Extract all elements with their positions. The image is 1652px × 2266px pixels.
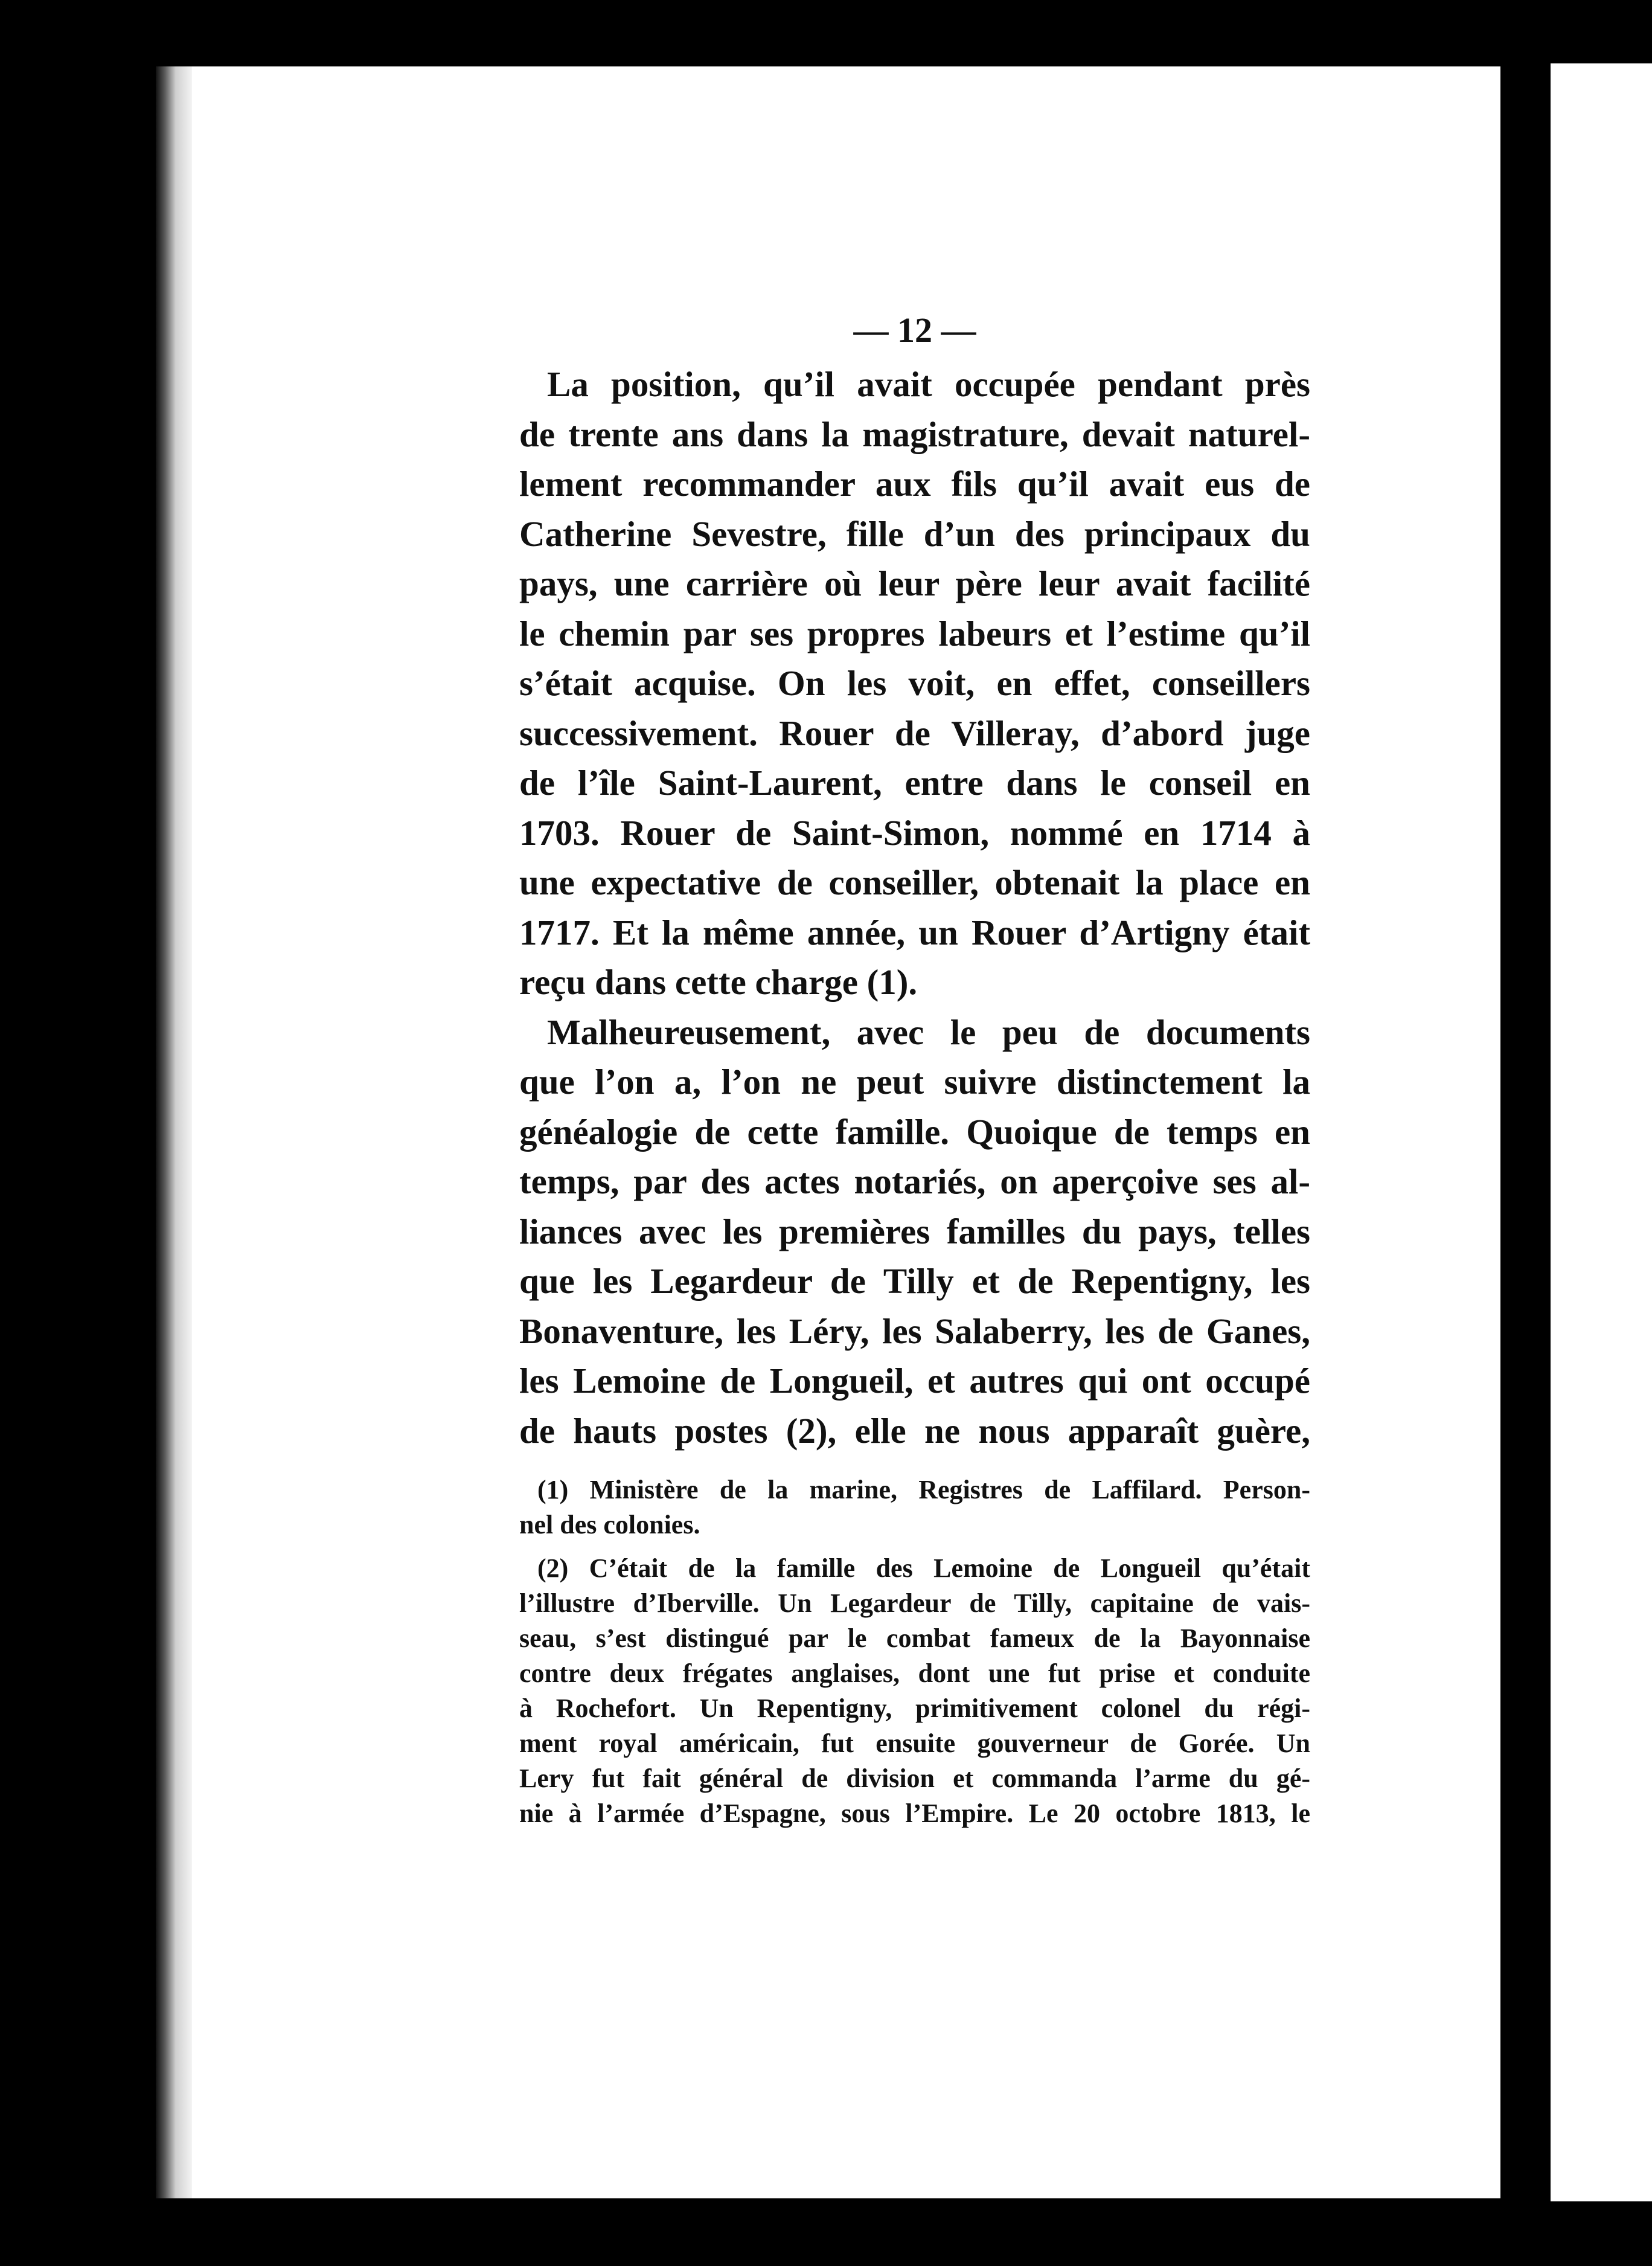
footnote-1-line: nel des colonies. — [519, 1510, 700, 1539]
body-line: pays, une carrière où leur père leur avait facilité — [519, 563, 1310, 603]
body-line: 1717. Et la même année, un Rouer d’Artigny était — [519, 912, 1310, 952]
adjacent-page-edge — [1551, 63, 1652, 2201]
body-line: Catherine Sevestre, fille d’un des principaux du — [519, 513, 1310, 554]
body-line: généalogie de cette famille. Quoique de temps en — [519, 1111, 1310, 1152]
binding-shadow — [156, 66, 192, 2198]
footnote-2-line: ment royal américain, fut ensuite gouverneur de Gorée. Un — [519, 1728, 1310, 1758]
footnote-2-line: (2) C’était de la famille des Lemoine de Longueil qu’était — [537, 1553, 1310, 1583]
body-line: de trente ans dans la magistrature, devait naturel- — [519, 414, 1310, 454]
body-line: lement recommander aux fils qu’il avait eus de — [519, 464, 1310, 504]
page-number: — 12 — — [853, 310, 976, 350]
body-line: liances avec les premières familles du pays, telles — [519, 1211, 1310, 1251]
body-line: temps, par des actes notariés, on aperçoive ses al- — [519, 1161, 1310, 1201]
body-line: de l’île Saint-Laurent, entre dans le conseil en — [519, 763, 1310, 803]
body-text — [519, 359, 1310, 1456]
body-line: Bonaventure, les Léry, les Salaberry, les de Ganes, — [519, 1311, 1310, 1351]
footnote-2-line: à Rochefort. Un Repentigny, primitivement colonel du régi- — [519, 1693, 1310, 1723]
body-line: le chemin par ses propres labeurs et l’estime qu’il — [519, 613, 1310, 653]
body-line: une expectative de conseiller, obtenait la place en — [519, 862, 1310, 902]
footnote-spacer — [519, 1542, 1310, 1551]
body-line: s’était acquise. On les voit, en effet, conseillers — [519, 663, 1310, 703]
body-line: les Lemoine de Longueil, et autres qui ont occupé — [519, 1361, 1310, 1401]
footnote-2-line: seau, s’est distingué par le combat fameux de la Bayonnaise — [519, 1623, 1310, 1653]
body-line: 1703. Rouer de Saint-Simon, nommé en 1714 à — [519, 812, 1310, 853]
body-line: La position, qu’il avait occupée pendant près — [547, 364, 1310, 404]
footnote-2-line: nie à l’armée d’Espagne, sous l’Empire. Le 20 octobre 1813, le — [519, 1799, 1310, 1828]
footnote-2-line: l’illustre d’Iberville. Un Legardeur de Tilly, capitaine de vais- — [519, 1588, 1310, 1618]
body-line: successivement. Rouer de Villeray, d’abord juge — [519, 713, 1310, 753]
body-line: que l’on a, l’on ne peut suivre distinctement la — [519, 1062, 1310, 1102]
page-text-block — [519, 305, 1310, 1831]
body-line: reçu dans cette charge (1). — [519, 962, 918, 1002]
footnote-2-line: Lery fut fait général de division et commanda l’arme du gé- — [519, 1764, 1310, 1793]
footnote-1-line: (1) Ministère de la marine, Registres de Laffilard. Person- — [537, 1475, 1310, 1504]
body-line: que les Legardeur de Tilly et de Repentigny, les — [519, 1261, 1310, 1301]
body-line: de hauts postes (2), elle ne nous apparaît guère, — [519, 1410, 1310, 1451]
footnotes — [519, 1472, 1310, 1831]
footnote-2-line: contre deux frégates anglaises, dont une fut prise et conduite — [519, 1658, 1310, 1688]
body-line: Malheureusement, avec le peu de documents — [547, 1012, 1310, 1052]
